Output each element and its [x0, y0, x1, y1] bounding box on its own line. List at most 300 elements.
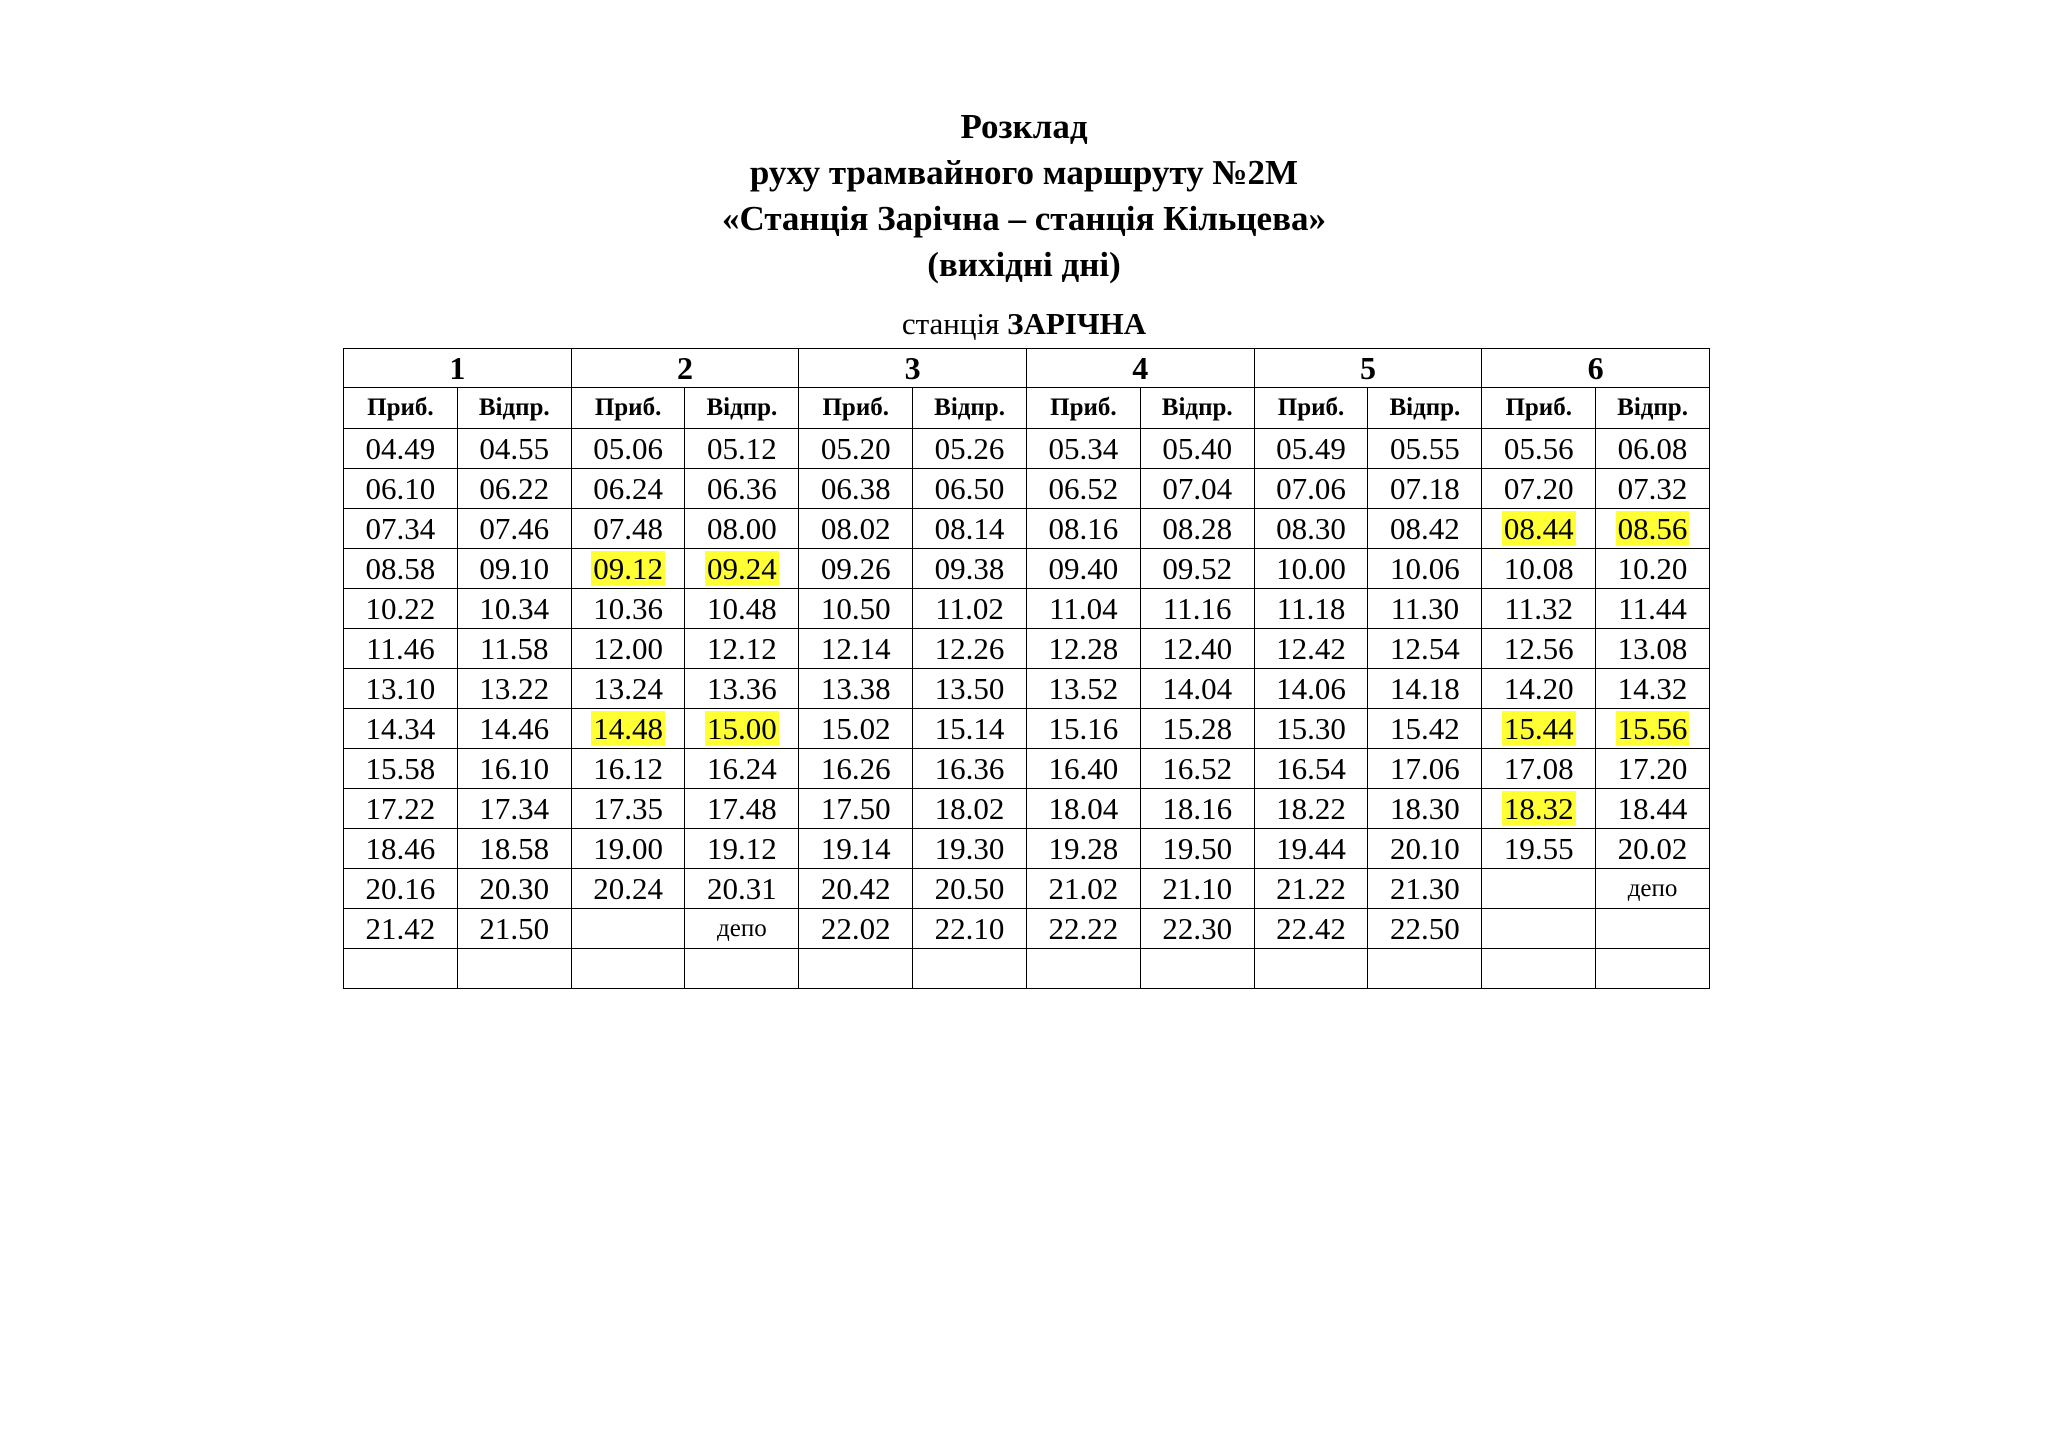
- arrival-time-cell: [1482, 589, 1596, 629]
- arrival-time-cell: [799, 629, 913, 669]
- departure-time-cell: [913, 429, 1027, 469]
- time-text: 19.28: [1048, 830, 1119, 866]
- highlighted-time: 14.48: [593, 710, 663, 746]
- highlighted-time: 08.56: [1617, 510, 1688, 546]
- arrival-time-cell: [1254, 509, 1368, 549]
- arrival-time-cell: [344, 949, 458, 989]
- arrival-time-cell: [571, 429, 685, 469]
- time-text: 12.00: [593, 630, 663, 666]
- arrival-time-cell: [1482, 949, 1596, 989]
- schedule-body: [344, 429, 1710, 989]
- arrival-time-cell: [571, 749, 685, 789]
- arrival-time-cell: [1482, 469, 1596, 509]
- time-text: 13.10: [365, 670, 436, 706]
- time-text: 21.50: [479, 910, 550, 946]
- time-text: 08.42: [1389, 510, 1460, 546]
- arrival-time-cell: [1482, 909, 1596, 949]
- table-row: [344, 709, 1710, 749]
- arrival-time-cell: [1254, 549, 1368, 589]
- departure-time-cell: [1368, 869, 1482, 909]
- arrival-time-cell: [1254, 629, 1368, 669]
- arrival-column-header: Приб.: [344, 388, 458, 429]
- departure-time-cell: [913, 909, 1027, 949]
- arrival-time-cell: [799, 869, 913, 909]
- arrival-time-cell: [344, 429, 458, 469]
- time-text: 21.10: [1162, 870, 1233, 906]
- arrival-time-cell: [1254, 749, 1368, 789]
- time-text: 11.44: [1618, 590, 1687, 626]
- departure-time-cell: [685, 629, 799, 669]
- table-row: [344, 669, 1710, 709]
- departure-time-cell: [685, 469, 799, 509]
- departure-time-cell: [457, 629, 571, 669]
- time-text: 20.30: [479, 870, 550, 906]
- arrival-time-cell: [1254, 429, 1368, 469]
- time-text: 13.52: [1048, 670, 1119, 706]
- arrival-time-cell: [1482, 869, 1596, 909]
- departure-time-cell: [457, 509, 571, 549]
- arrival-time-cell: [1026, 829, 1140, 869]
- table-row: [344, 549, 1710, 589]
- time-text: 15.16: [1048, 710, 1119, 746]
- time-text: 08.02: [820, 510, 891, 546]
- time-text: 06.52: [1048, 470, 1119, 506]
- table-row: [344, 949, 1710, 989]
- departure-time-cell: [685, 549, 799, 589]
- time-text: 19.12: [707, 830, 777, 866]
- station-heading: [0, 306, 2048, 342]
- arrival-time-cell: [1254, 589, 1368, 629]
- time-text: 16.52: [1162, 750, 1233, 786]
- arrival-time-cell: [344, 629, 458, 669]
- time-text: 05.26: [934, 430, 1005, 466]
- time-text: 16.12: [593, 750, 663, 786]
- time-text: 04.55: [479, 430, 550, 466]
- time-text: 05.20: [820, 430, 891, 466]
- departure-time-cell: [685, 829, 799, 869]
- time-text: 08.16: [1048, 510, 1119, 546]
- time-text: 11.32: [1504, 590, 1573, 626]
- time-text: 18.58: [479, 830, 550, 866]
- departure-time-cell: [1368, 829, 1482, 869]
- time-text: 12.40: [1162, 630, 1233, 666]
- time-text: 15.42: [1389, 710, 1460, 746]
- time-text: 12.56: [1503, 630, 1574, 666]
- departure-time-cell: [457, 949, 571, 989]
- departure-time-cell: [457, 909, 571, 949]
- departure-time-cell: [913, 949, 1027, 989]
- time-text: 06.08: [1617, 430, 1688, 466]
- time-text: 17.48: [707, 790, 777, 826]
- arrival-time-cell: [344, 829, 458, 869]
- departure-time-cell: [1596, 789, 1710, 829]
- departure-time-cell: [913, 709, 1027, 749]
- time-text: 12.12: [707, 630, 777, 666]
- title-line: руху трамвайного маршруту №2М: [749, 153, 1299, 192]
- time-text: 11.04: [1049, 590, 1118, 626]
- arrival-time-cell: [344, 509, 458, 549]
- table-row: [344, 909, 1710, 949]
- departure-time-cell: [1596, 709, 1710, 749]
- time-text: 18.04: [1048, 790, 1119, 826]
- time-text: депо: [1627, 874, 1678, 902]
- departure-time-cell: [1368, 909, 1482, 949]
- departure-time-cell: [1368, 509, 1482, 549]
- time-text: 13.38: [820, 670, 891, 706]
- departure-time-cell: [1368, 469, 1482, 509]
- time-text: 07.06: [1276, 470, 1346, 506]
- arrival-time-cell: [1482, 429, 1596, 469]
- time-text: 20.50: [934, 870, 1005, 906]
- time-text: 22.02: [820, 910, 891, 946]
- time-text: 05.12: [707, 430, 777, 466]
- departure-time-cell: [685, 669, 799, 709]
- arrival-time-cell: [1482, 749, 1596, 789]
- time-text: 06.50: [934, 470, 1005, 506]
- departure-time-cell: [913, 669, 1027, 709]
- arrival-time-cell: [344, 469, 458, 509]
- departure-time-cell: [1140, 949, 1254, 989]
- departure-time-cell: [1596, 949, 1710, 989]
- time-text: 22.10: [934, 910, 1005, 946]
- time-text: 20.24: [593, 870, 663, 906]
- departure-time-cell: [457, 829, 571, 869]
- arrival-column-header: Приб.: [1254, 388, 1368, 429]
- arrival-time-cell: [344, 709, 458, 749]
- departure-time-cell: [1596, 909, 1710, 949]
- departure-time-cell: [1596, 429, 1710, 469]
- time-text: 15.58: [365, 750, 436, 786]
- departure-time-cell: [457, 589, 571, 629]
- departure-time-cell: [1140, 709, 1254, 749]
- arrival-time-cell: [1482, 669, 1596, 709]
- time-text: 11.02: [935, 590, 1004, 626]
- time-text: 05.34: [1048, 430, 1119, 466]
- time-text: 14.34: [365, 710, 436, 746]
- time-text: 14.46: [479, 710, 550, 746]
- arrival-time-cell: [799, 829, 913, 869]
- time-text: 13.22: [479, 670, 550, 706]
- departure-time-cell: [685, 949, 799, 989]
- departure-time-cell: [685, 909, 799, 949]
- arrival-time-cell: [571, 589, 685, 629]
- departure-time-cell: [685, 429, 799, 469]
- time-text: 07.34: [365, 510, 436, 546]
- arrival-time-cell: [1254, 709, 1368, 749]
- time-text: 08.28: [1162, 510, 1233, 546]
- table-row: [344, 789, 1710, 829]
- time-text: 05.56: [1503, 430, 1574, 466]
- time-text: 05.06: [593, 430, 663, 466]
- departure-time-cell: [913, 469, 1027, 509]
- arrival-time-cell: [344, 909, 458, 949]
- arrival-time-cell: [571, 709, 685, 749]
- arrival-time-cell: [571, 789, 685, 829]
- departure-column-header: Відпр.: [1140, 388, 1254, 429]
- table-row: [344, 869, 1710, 909]
- departure-time-cell: [1596, 509, 1710, 549]
- table-row: [344, 589, 1710, 629]
- time-text: 20.16: [365, 870, 436, 906]
- table-row: [344, 629, 1710, 669]
- arrival-time-cell: [571, 469, 685, 509]
- time-text: 18.22: [1276, 790, 1346, 826]
- departure-column-header: Відпр.: [1596, 388, 1710, 429]
- time-text: 05.40: [1162, 430, 1233, 466]
- arrival-time-cell: [1254, 669, 1368, 709]
- arrival-time-cell: [1026, 469, 1140, 509]
- time-text: 09.40: [1048, 550, 1119, 586]
- time-text: 22.22: [1048, 910, 1119, 946]
- time-text: 07.18: [1389, 470, 1460, 506]
- departure-time-cell: [685, 869, 799, 909]
- time-text: 18.02: [934, 790, 1005, 826]
- arrival-time-cell: [344, 549, 458, 589]
- departure-time-cell: [685, 749, 799, 789]
- time-text: 20.31: [707, 870, 777, 906]
- departure-time-cell: [1596, 829, 1710, 869]
- departure-time-cell: [1596, 669, 1710, 709]
- arrival-time-cell: [1482, 709, 1596, 749]
- departure-time-cell: [1596, 869, 1710, 909]
- departure-time-cell: [913, 869, 1027, 909]
- time-text: 13.36: [707, 670, 777, 706]
- arrival-time-cell: [1254, 909, 1368, 949]
- time-text: 19.50: [1162, 830, 1233, 866]
- time-text: 06.22: [479, 470, 550, 506]
- time-text: 10.48: [707, 590, 777, 626]
- time-text: 16.40: [1048, 750, 1119, 786]
- schedule-table: [343, 348, 1710, 989]
- departure-time-cell: [1596, 749, 1710, 789]
- time-text: 17.50: [820, 790, 891, 826]
- arrival-time-cell: [1026, 629, 1140, 669]
- arrival-time-cell: [799, 509, 913, 549]
- time-text: 09.38: [934, 550, 1005, 586]
- departure-time-cell: [1368, 629, 1482, 669]
- time-text: 18.30: [1389, 790, 1460, 826]
- departure-time-cell: [457, 429, 571, 469]
- time-text: 22.30: [1162, 910, 1233, 946]
- departure-time-cell: [1368, 709, 1482, 749]
- time-text: 17.08: [1503, 750, 1574, 786]
- departure-time-cell: [457, 869, 571, 909]
- departure-time-cell: [457, 469, 571, 509]
- time-text: 06.24: [593, 470, 663, 506]
- time-text: 07.20: [1503, 470, 1574, 506]
- title-line: (вихідні дні): [927, 245, 1121, 284]
- time-text: 10.06: [1389, 550, 1460, 586]
- departure-time-cell: [1140, 469, 1254, 509]
- arrival-time-cell: [1254, 829, 1368, 869]
- departure-time-cell: [685, 509, 799, 549]
- departure-time-cell: [913, 629, 1027, 669]
- time-text: 06.36: [707, 470, 777, 506]
- time-text: 08.30: [1276, 510, 1346, 546]
- time-text: 07.04: [1162, 470, 1233, 506]
- highlighted-time: 09.12: [593, 550, 663, 586]
- vehicle-number-header: 5: [1254, 349, 1482, 388]
- time-text: 16.10: [479, 750, 550, 786]
- time-text: 10.34: [479, 590, 550, 626]
- time-text: 21.02: [1048, 870, 1119, 906]
- departure-time-cell: [913, 829, 1027, 869]
- departure-time-cell: [1596, 549, 1710, 589]
- time-text: 14.20: [1503, 670, 1574, 706]
- time-text: 12.28: [1048, 630, 1119, 666]
- departure-time-cell: [1368, 749, 1482, 789]
- time-text: 09.26: [820, 550, 891, 586]
- departure-time-cell: [685, 589, 799, 629]
- arrival-time-cell: [1026, 669, 1140, 709]
- vehicle-header-row: [344, 349, 1710, 388]
- time-text: 11.58: [479, 630, 549, 666]
- time-text: 06.10: [365, 470, 436, 506]
- departure-time-cell: [1140, 789, 1254, 829]
- time-text: 11.30: [1390, 590, 1460, 626]
- arrival-time-cell: [1482, 509, 1596, 549]
- time-text: 20.42: [820, 870, 891, 906]
- vehicle-number-header: 4: [1026, 349, 1254, 388]
- arrival-time-cell: [571, 869, 685, 909]
- arrival-time-cell: [1026, 869, 1140, 909]
- departure-time-cell: [1140, 909, 1254, 949]
- departure-time-cell: [1140, 509, 1254, 549]
- time-text: 14.04: [1162, 670, 1233, 706]
- arrival-time-cell: [1254, 469, 1368, 509]
- time-text: 08.58: [365, 550, 436, 586]
- time-text: 15.28: [1162, 710, 1233, 746]
- time-text: 10.20: [1617, 550, 1688, 586]
- departure-time-cell: [1368, 429, 1482, 469]
- departure-time-cell: [1140, 669, 1254, 709]
- arrival-time-cell: [1254, 789, 1368, 829]
- time-text: 16.36: [934, 750, 1005, 786]
- highlighted-time: 15.00: [707, 710, 777, 746]
- departure-time-cell: [457, 749, 571, 789]
- time-text: 14.32: [1617, 670, 1688, 706]
- highlighted-time: 15.56: [1617, 710, 1688, 746]
- arrival-time-cell: [571, 629, 685, 669]
- departure-time-cell: [913, 749, 1027, 789]
- arrival-time-cell: [799, 909, 913, 949]
- arrival-time-cell: [1026, 509, 1140, 549]
- vehicle-number-header: 1: [344, 349, 572, 388]
- arrival-time-cell: [1482, 789, 1596, 829]
- arrival-time-cell: [344, 789, 458, 829]
- title-line: «Станція Зарічна – станція Кільцева»: [722, 199, 1326, 238]
- time-text: 18.44: [1617, 790, 1688, 826]
- arrival-time-cell: [1026, 429, 1140, 469]
- time-text: 10.00: [1276, 550, 1346, 586]
- time-text: 17.22: [365, 790, 436, 826]
- arrival-time-cell: [571, 829, 685, 869]
- arrival-time-cell: [571, 669, 685, 709]
- departure-time-cell: [913, 589, 1027, 629]
- station-prefix: станція: [901, 306, 1008, 341]
- time-text: 12.54: [1389, 630, 1460, 666]
- arrival-time-cell: [1026, 749, 1140, 789]
- departure-time-cell: [1140, 869, 1254, 909]
- vehicle-number-header: 3: [799, 349, 1027, 388]
- arrival-time-cell: [1026, 949, 1140, 989]
- time-text: 09.10: [479, 550, 550, 586]
- arrival-time-cell: [1254, 869, 1368, 909]
- time-text: 15.30: [1276, 710, 1346, 746]
- time-text: 12.14: [820, 630, 891, 666]
- arrival-time-cell: [1254, 949, 1368, 989]
- table-row: [344, 429, 1710, 469]
- arrival-time-cell: [799, 429, 913, 469]
- time-text: 21.42: [365, 910, 436, 946]
- departure-time-cell: [1368, 789, 1482, 829]
- table-row: [344, 749, 1710, 789]
- departure-time-cell: [1140, 749, 1254, 789]
- time-text: 17.20: [1617, 750, 1688, 786]
- arrival-column-header: Приб.: [1026, 388, 1140, 429]
- time-text: 16.26: [820, 750, 891, 786]
- arrival-time-cell: [799, 469, 913, 509]
- arrival-time-cell: [799, 749, 913, 789]
- station-name: ЗАРІЧНА: [1007, 306, 1147, 341]
- arrival-time-cell: [1026, 909, 1140, 949]
- arrival-time-cell: [571, 949, 685, 989]
- time-text: 11.46: [366, 630, 435, 666]
- time-text: 08.00: [707, 510, 777, 546]
- arrival-time-cell: [571, 909, 685, 949]
- departure-column-header: Відпр.: [913, 388, 1027, 429]
- time-text: 14.18: [1389, 670, 1460, 706]
- departure-time-cell: [1368, 669, 1482, 709]
- time-text: 22.50: [1389, 910, 1460, 946]
- time-text: 13.08: [1617, 630, 1688, 666]
- time-text: 17.34: [479, 790, 550, 826]
- arrival-time-cell: [571, 549, 685, 589]
- time-text: 20.02: [1617, 830, 1688, 866]
- title-line: Розклад: [960, 107, 1088, 146]
- time-text: 13.24: [593, 670, 663, 706]
- departure-time-cell: [913, 509, 1027, 549]
- departure-column-header: Відпр.: [685, 388, 799, 429]
- schedule-title: [0, 104, 2048, 288]
- arrival-time-cell: [1026, 789, 1140, 829]
- arrival-time-cell: [1026, 709, 1140, 749]
- time-text: 08.14: [934, 510, 1005, 546]
- departure-time-cell: [1140, 589, 1254, 629]
- arrival-time-cell: [1482, 629, 1596, 669]
- departure-time-cell: [1140, 629, 1254, 669]
- time-text: 13.50: [934, 670, 1005, 706]
- departure-time-cell: [457, 669, 571, 709]
- time-text: 19.00: [593, 830, 663, 866]
- arrival-time-cell: [799, 949, 913, 989]
- time-text: 06.38: [820, 470, 891, 506]
- arrival-time-cell: [344, 669, 458, 709]
- time-text: 05.49: [1276, 430, 1346, 466]
- arrival-time-cell: [1026, 589, 1140, 629]
- time-text: 14.06: [1276, 670, 1346, 706]
- arrival-time-cell: [344, 869, 458, 909]
- arrival-time-cell: [1026, 549, 1140, 589]
- highlighted-time: 18.32: [1503, 790, 1574, 826]
- arrival-time-cell: [799, 549, 913, 589]
- time-text: 19.44: [1276, 830, 1346, 866]
- time-text: 11.16: [1162, 590, 1232, 626]
- departure-time-cell: [1140, 429, 1254, 469]
- time-text: 10.08: [1503, 550, 1574, 586]
- table-row: [344, 829, 1710, 869]
- arrival-column-header: Приб.: [799, 388, 913, 429]
